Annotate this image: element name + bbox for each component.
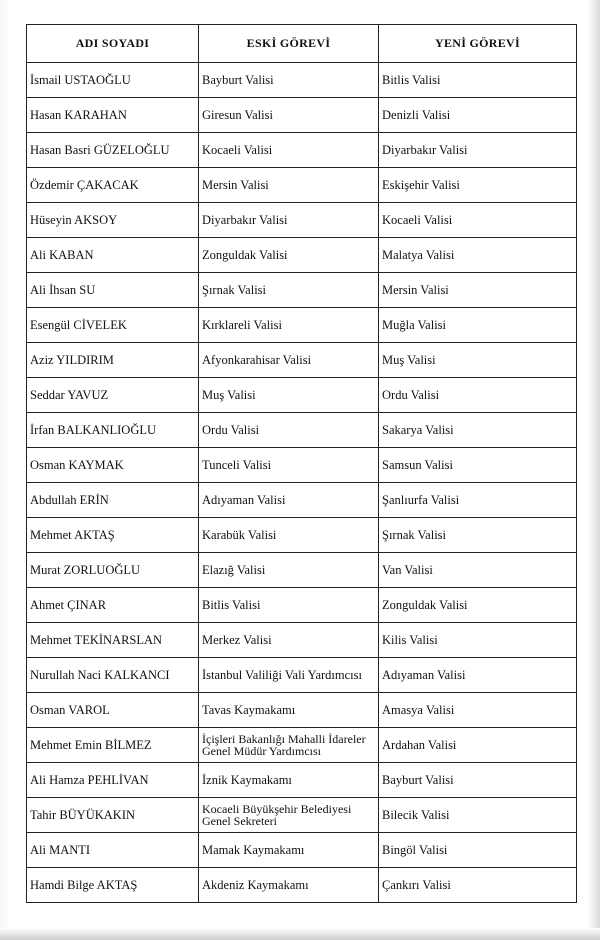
cell-old-position: Kocaeli Valisi [199, 133, 379, 168]
cell-new-position: Muğla Valisi [379, 308, 577, 343]
cell-name: Seddar YAVUZ [27, 378, 199, 413]
cell-new-position: Ordu Valisi [379, 378, 577, 413]
cell-old-position: Afyonkarahisar Valisi [199, 343, 379, 378]
table-body [27, 63, 577, 903]
cell-new-position: Zonguldak Valisi [379, 588, 577, 623]
cell-old-position: Elazığ Valisi [199, 553, 379, 588]
cell-name: Ahmet ÇINAR [27, 588, 199, 623]
cell-name: Esengül CİVELEK [27, 308, 199, 343]
cell-old-position: Ordu Valisi [199, 413, 379, 448]
cell-name: Mehmet TEKİNARSLAN [27, 623, 199, 658]
table-row [27, 518, 577, 553]
cell-old-position: Muş Valisi [199, 378, 379, 413]
table-row [27, 448, 577, 483]
cell-old-position: Diyarbakır Valisi [199, 203, 379, 238]
cell-new-position: Kocaeli Valisi [379, 203, 577, 238]
table-row [27, 553, 577, 588]
cell-name: Aziz YILDIRIM [27, 343, 199, 378]
cell-name: Osman KAYMAK [27, 448, 199, 483]
cell-new-position: Muş Valisi [379, 343, 577, 378]
table-row [27, 658, 577, 693]
table-row [27, 763, 577, 798]
cell-name: Hasan KARAHAN [27, 98, 199, 133]
table-row [27, 133, 577, 168]
cell-old-position: Şırnak Valisi [199, 273, 379, 308]
cell-new-position: Adıyaman Valisi [379, 658, 577, 693]
cell-old-position: İstanbul Valiliği Vali Yardımcısı [199, 658, 379, 693]
cell-old-position: Tunceli Valisi [199, 448, 379, 483]
cell-new-position: Bayburt Valisi [379, 763, 577, 798]
cell-new-position: Ardahan Valisi [379, 728, 577, 763]
cell-new-position: Şanlıurfa Valisi [379, 483, 577, 518]
table-row [27, 203, 577, 238]
cell-new-position: Bitlis Valisi [379, 63, 577, 98]
table-row [27, 413, 577, 448]
cell-name: Nurullah Naci KALKANCI [27, 658, 199, 693]
table-row [27, 308, 577, 343]
table-row [27, 238, 577, 273]
cell-new-position: Denizli Valisi [379, 98, 577, 133]
cell-new-position: Bilecik Valisi [379, 798, 577, 833]
cell-name: Mehmet AKTAŞ [27, 518, 199, 553]
header-old-position: ESKİ GÖREVİ [199, 25, 379, 63]
cell-old-position: Akdeniz Kaymakamı [199, 868, 379, 903]
cell-old-position: Adıyaman Valisi [199, 483, 379, 518]
cell-name: Osman VAROL [27, 693, 199, 728]
page-bottom-edge [0, 928, 600, 940]
cell-name: İrfan BALKANLIOĞLU [27, 413, 199, 448]
table-row [27, 98, 577, 133]
cell-old-position: Bitlis Valisi [199, 588, 379, 623]
cell-old-position: Zonguldak Valisi [199, 238, 379, 273]
cell-new-position: Kilis Valisi [379, 623, 577, 658]
table-row [27, 483, 577, 518]
cell-name: Tahir BÜYÜKAKIN [27, 798, 199, 833]
cell-new-position: Mersin Valisi [379, 273, 577, 308]
cell-name: Abdullah ERİN [27, 483, 199, 518]
cell-new-position: Samsun Valisi [379, 448, 577, 483]
cell-name: Hasan Basri GÜZELOĞLU [27, 133, 199, 168]
cell-old-position: İznik Kaymakamı [199, 763, 379, 798]
table-row [27, 728, 577, 763]
cell-name: Hamdi Bilge AKTAŞ [27, 868, 199, 903]
cell-new-position: Sakarya Valisi [379, 413, 577, 448]
cell-old-position: Karabük Valisi [199, 518, 379, 553]
table-row [27, 343, 577, 378]
cell-new-position: Malatya Valisi [379, 238, 577, 273]
cell-name: Ali Hamza PEHLİVAN [27, 763, 199, 798]
table-row [27, 693, 577, 728]
table-row [27, 833, 577, 868]
cell-name: Ali KABAN [27, 238, 199, 273]
header-new-position: YENİ GÖREVİ [379, 25, 577, 63]
table-row [27, 63, 577, 98]
table-row [27, 868, 577, 903]
cell-old-position: Giresun Valisi [199, 98, 379, 133]
cell-name: Mehmet Emin BİLMEZ [27, 728, 199, 763]
cell-name: Ali İhsan SU [27, 273, 199, 308]
table-row [27, 378, 577, 413]
cell-name: Özdemir ÇAKACAK [27, 168, 199, 203]
appointments-table [26, 24, 577, 903]
table-row [27, 623, 577, 658]
cell-new-position: Amasya Valisi [379, 693, 577, 728]
table-row [27, 588, 577, 623]
table-row [27, 273, 577, 308]
header-name: ADI SOYADI [27, 25, 199, 63]
cell-name: Murat ZORLUOĞLU [27, 553, 199, 588]
cell-old-position: İçişleri Bakanlığı Mahalli İdareler Genel Müdür Yardımcısı [199, 728, 379, 763]
table-header-row [27, 25, 577, 63]
cell-old-position: Kocaeli Büyükşehir Belediyesi Genel Sekreteri [199, 798, 379, 833]
cell-new-position: Van Valisi [379, 553, 577, 588]
cell-new-position: Çankırı Valisi [379, 868, 577, 903]
cell-name: İsmail USTAOĞLU [27, 63, 199, 98]
table-row [27, 798, 577, 833]
cell-new-position: Diyarbakır Valisi [379, 133, 577, 168]
cell-new-position: Bingöl Valisi [379, 833, 577, 868]
cell-old-position: Kırklareli Valisi [199, 308, 379, 343]
cell-old-position: Tavas Kaymakamı [199, 693, 379, 728]
cell-old-position: Merkez Valisi [199, 623, 379, 658]
cell-name: Ali MANTI [27, 833, 199, 868]
cell-new-position: Şırnak Valisi [379, 518, 577, 553]
cell-name: Hüseyin AKSOY [27, 203, 199, 238]
cell-old-position: Bayburt Valisi [199, 63, 379, 98]
cell-new-position: Eskişehir Valisi [379, 168, 577, 203]
table-row [27, 168, 577, 203]
cell-old-position: Mamak Kaymakamı [199, 833, 379, 868]
cell-old-position: Mersin Valisi [199, 168, 379, 203]
